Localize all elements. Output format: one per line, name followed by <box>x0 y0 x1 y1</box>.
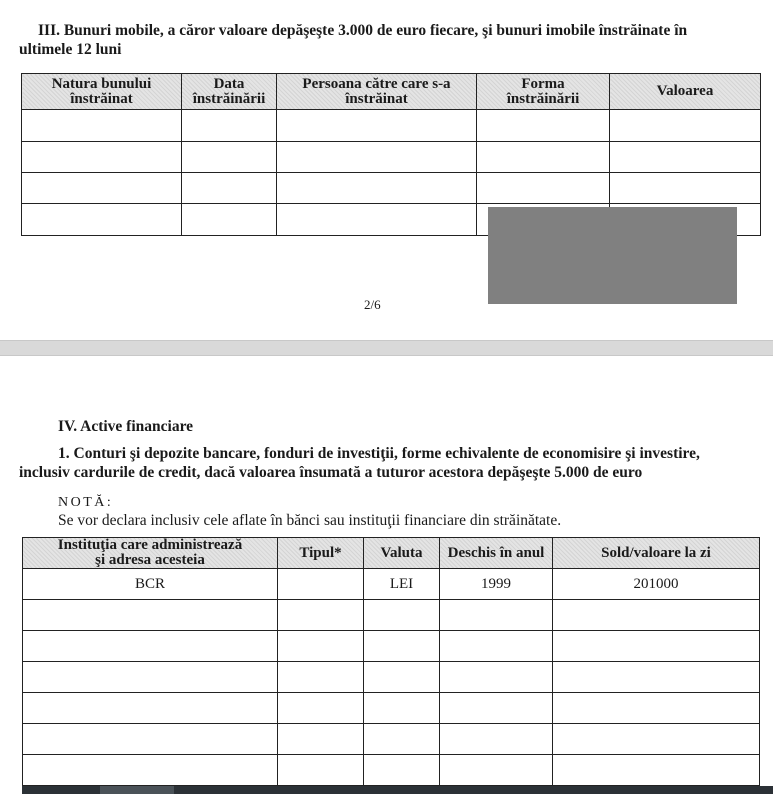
header-sold: Sold/valoare la zi <box>553 538 760 569</box>
section-4-subtitle-line1: 1. Conturi şi depozite bancare, fonduri de investiţii, forme echivalente de economisire şi investire, <box>58 445 700 462</box>
cell-tip <box>278 569 364 600</box>
table-header-row <box>23 538 760 569</box>
section-3-title-line2: ultimele 12 luni <box>19 41 122 58</box>
table-row <box>23 631 760 662</box>
document-page-2 <box>0 0 773 340</box>
page-number: 2/6 <box>364 297 381 312</box>
bank-accounts-table <box>22 537 760 786</box>
document-page-3 <box>0 356 773 794</box>
cell-an: 1999 <box>440 569 553 600</box>
nota-text: Se vor declara inclusiv cele aflate în bănci sau instituţii financiare din străinătate. <box>58 512 562 529</box>
table-row <box>23 600 760 631</box>
header-tipul: Tipul* <box>278 538 364 569</box>
section-4-title: IV. Active financiare <box>58 418 194 435</box>
header-institutia: Instituţia care administrează şi adresa acesteia <box>23 538 278 569</box>
table-header-row <box>22 74 761 110</box>
header-deschis-in-anul: Deschis în anul <box>440 538 553 569</box>
header-data-instrainarii: Data înstrăinării <box>182 74 277 110</box>
header-valuta: Valuta <box>364 538 440 569</box>
section-3-title-line1: III. Bunuri mobile, a căror valoare depăşeşte 3.000 de euro fiecare, şi bunuri imobile înstrăinate în <box>38 22 688 39</box>
table-row <box>23 724 760 755</box>
header-valoarea: Valoarea <box>610 74 761 110</box>
table-row <box>23 693 760 724</box>
header-persoana: Persoana către care s-a înstrăinat <box>277 74 477 110</box>
nota-label: NOTĂ: <box>58 495 114 510</box>
viewer-bottom-bar <box>22 786 773 794</box>
table-row <box>22 173 761 204</box>
cell-valuta: LEI <box>364 569 440 600</box>
header-forma-instrainarii: Forma înstrăinării <box>477 74 610 110</box>
cell-sold: 201000 <box>553 569 760 600</box>
section-4-subtitle-line2: inclusiv cardurile de credit, dacă valoarea însumată a tuturor acestora depăşeşte 5.000 de euro <box>19 464 643 481</box>
table-row <box>23 569 760 600</box>
header-natura-bunului: Natura bunului înstrăinat <box>22 74 182 110</box>
cell-institutie: BCR <box>23 569 278 600</box>
page-separator <box>0 340 773 356</box>
table-row <box>23 662 760 693</box>
table-row <box>23 755 760 786</box>
redaction-box <box>488 207 737 304</box>
table-row <box>22 110 761 142</box>
table-row <box>22 142 761 173</box>
